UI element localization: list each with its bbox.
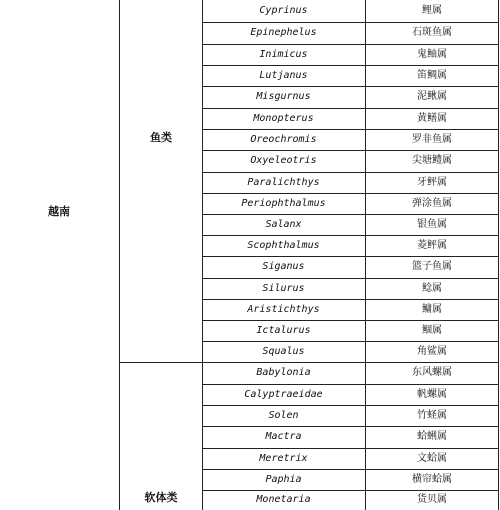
genus-latin-name: Mactra [265,431,302,442]
genus-latin-name: Inimicus [259,48,308,60]
genus-latin-name: Misgurnus [256,91,311,102]
genus-chinese-name: 东风螺属 [412,367,452,378]
row-divider [202,490,499,491]
genus-latin-name: Monopterus [253,112,314,124]
region-label: 越南 [48,205,70,218]
genus-latin-name: Salanx [265,218,302,230]
row-divider [202,278,499,279]
genus-chinese-name: 帆螺属 [417,388,447,400]
genus-chinese-name: 弹涂鱼属 [412,197,452,209]
genus-latin-name: Solen [268,409,299,421]
genus-latin-name: Calyptraeidae [244,388,323,400]
genus-chinese-name: 鳙属 [422,303,442,315]
genus-latin-name: Periophthalmus [241,197,326,209]
genus-chinese-name: 蛤蜊属 [417,431,447,442]
genus-chinese-name: 货贝属 [417,494,447,505]
table-right-border [498,0,499,510]
row-divider [202,341,499,342]
row-divider [202,405,499,406]
row-divider [202,469,499,470]
genus-latin-name: Paralichthys [247,176,320,188]
row-divider [202,426,499,427]
genus-chinese-name: 牙鲆属 [417,176,447,188]
genus-chinese-name: 菱鲆属 [417,239,447,251]
row-divider [202,129,499,130]
genus-latin-name: Paphia [265,473,302,485]
row-divider [202,193,499,194]
row-divider [202,214,499,215]
row-divider [202,362,499,363]
row-divider [202,235,499,236]
category-label-fish: 鱼类 [150,131,172,144]
column-divider [119,0,120,510]
genus-latin-name: Lutjanus [259,69,308,81]
genus-chinese-name: 鬼鲉属 [417,48,447,60]
row-divider [202,256,499,257]
row-divider [202,108,499,109]
genus-chinese-name: 罗非鱼属 [412,133,452,145]
genus-chinese-name: 文蛤属 [417,452,447,464]
row-divider [202,22,499,23]
genus-latin-name: Babylonia [256,367,311,378]
genus-chinese-name: 尖塘鳢属 [412,155,452,166]
row-divider [202,384,499,385]
genus-chinese-name: 鲶属 [422,282,442,294]
row-divider [202,320,499,321]
genus-chinese-name: 笛鲷属 [417,69,447,81]
row-divider [202,65,499,66]
group-divider [120,362,203,363]
genus-chinese-name: 竹蛏属 [417,409,447,421]
genus-latin-name: Monetaria [256,494,311,505]
genus-latin-name: Epinephelus [250,27,317,38]
category-label-mollusk: 软体类 [144,491,178,504]
genus-chinese-name: 黄鳝属 [417,112,447,124]
genus-chinese-name: 鲴属 [422,324,442,336]
genus-latin-name: Oxyeleotris [250,155,317,166]
row-divider [202,150,499,151]
genus-chinese-name: 鲤属 [422,5,442,16]
genus-chinese-name: 横帘蛤属 [412,473,452,485]
genus-chinese-name: 石斑鱼属 [412,27,452,38]
genus-latin-name: Oreochromis [250,133,317,145]
genus-latin-name: Aristichthys [247,303,320,315]
row-divider [202,86,499,87]
genus-latin-name: Scophthalmus [247,239,320,251]
genus-chinese-name: 篮子鱼属 [412,261,452,272]
genus-latin-name: Ictalurus [256,324,311,336]
row-divider [202,299,499,300]
genus-chinese-name: 泥鳅属 [417,91,447,102]
genus-latin-name: Meretrix [259,452,308,464]
row-divider [202,172,499,173]
genus-latin-name: Siganus [262,261,305,272]
genus-latin-name: Squalus [262,345,305,357]
genus-latin-name: Cyprinus [259,5,308,16]
row-divider [202,44,499,45]
genus-latin-name: Silurus [262,282,305,294]
genus-chinese-name: 银鱼属 [417,218,447,230]
genus-chinese-name: 角鲨属 [417,345,447,357]
row-divider [202,448,499,449]
